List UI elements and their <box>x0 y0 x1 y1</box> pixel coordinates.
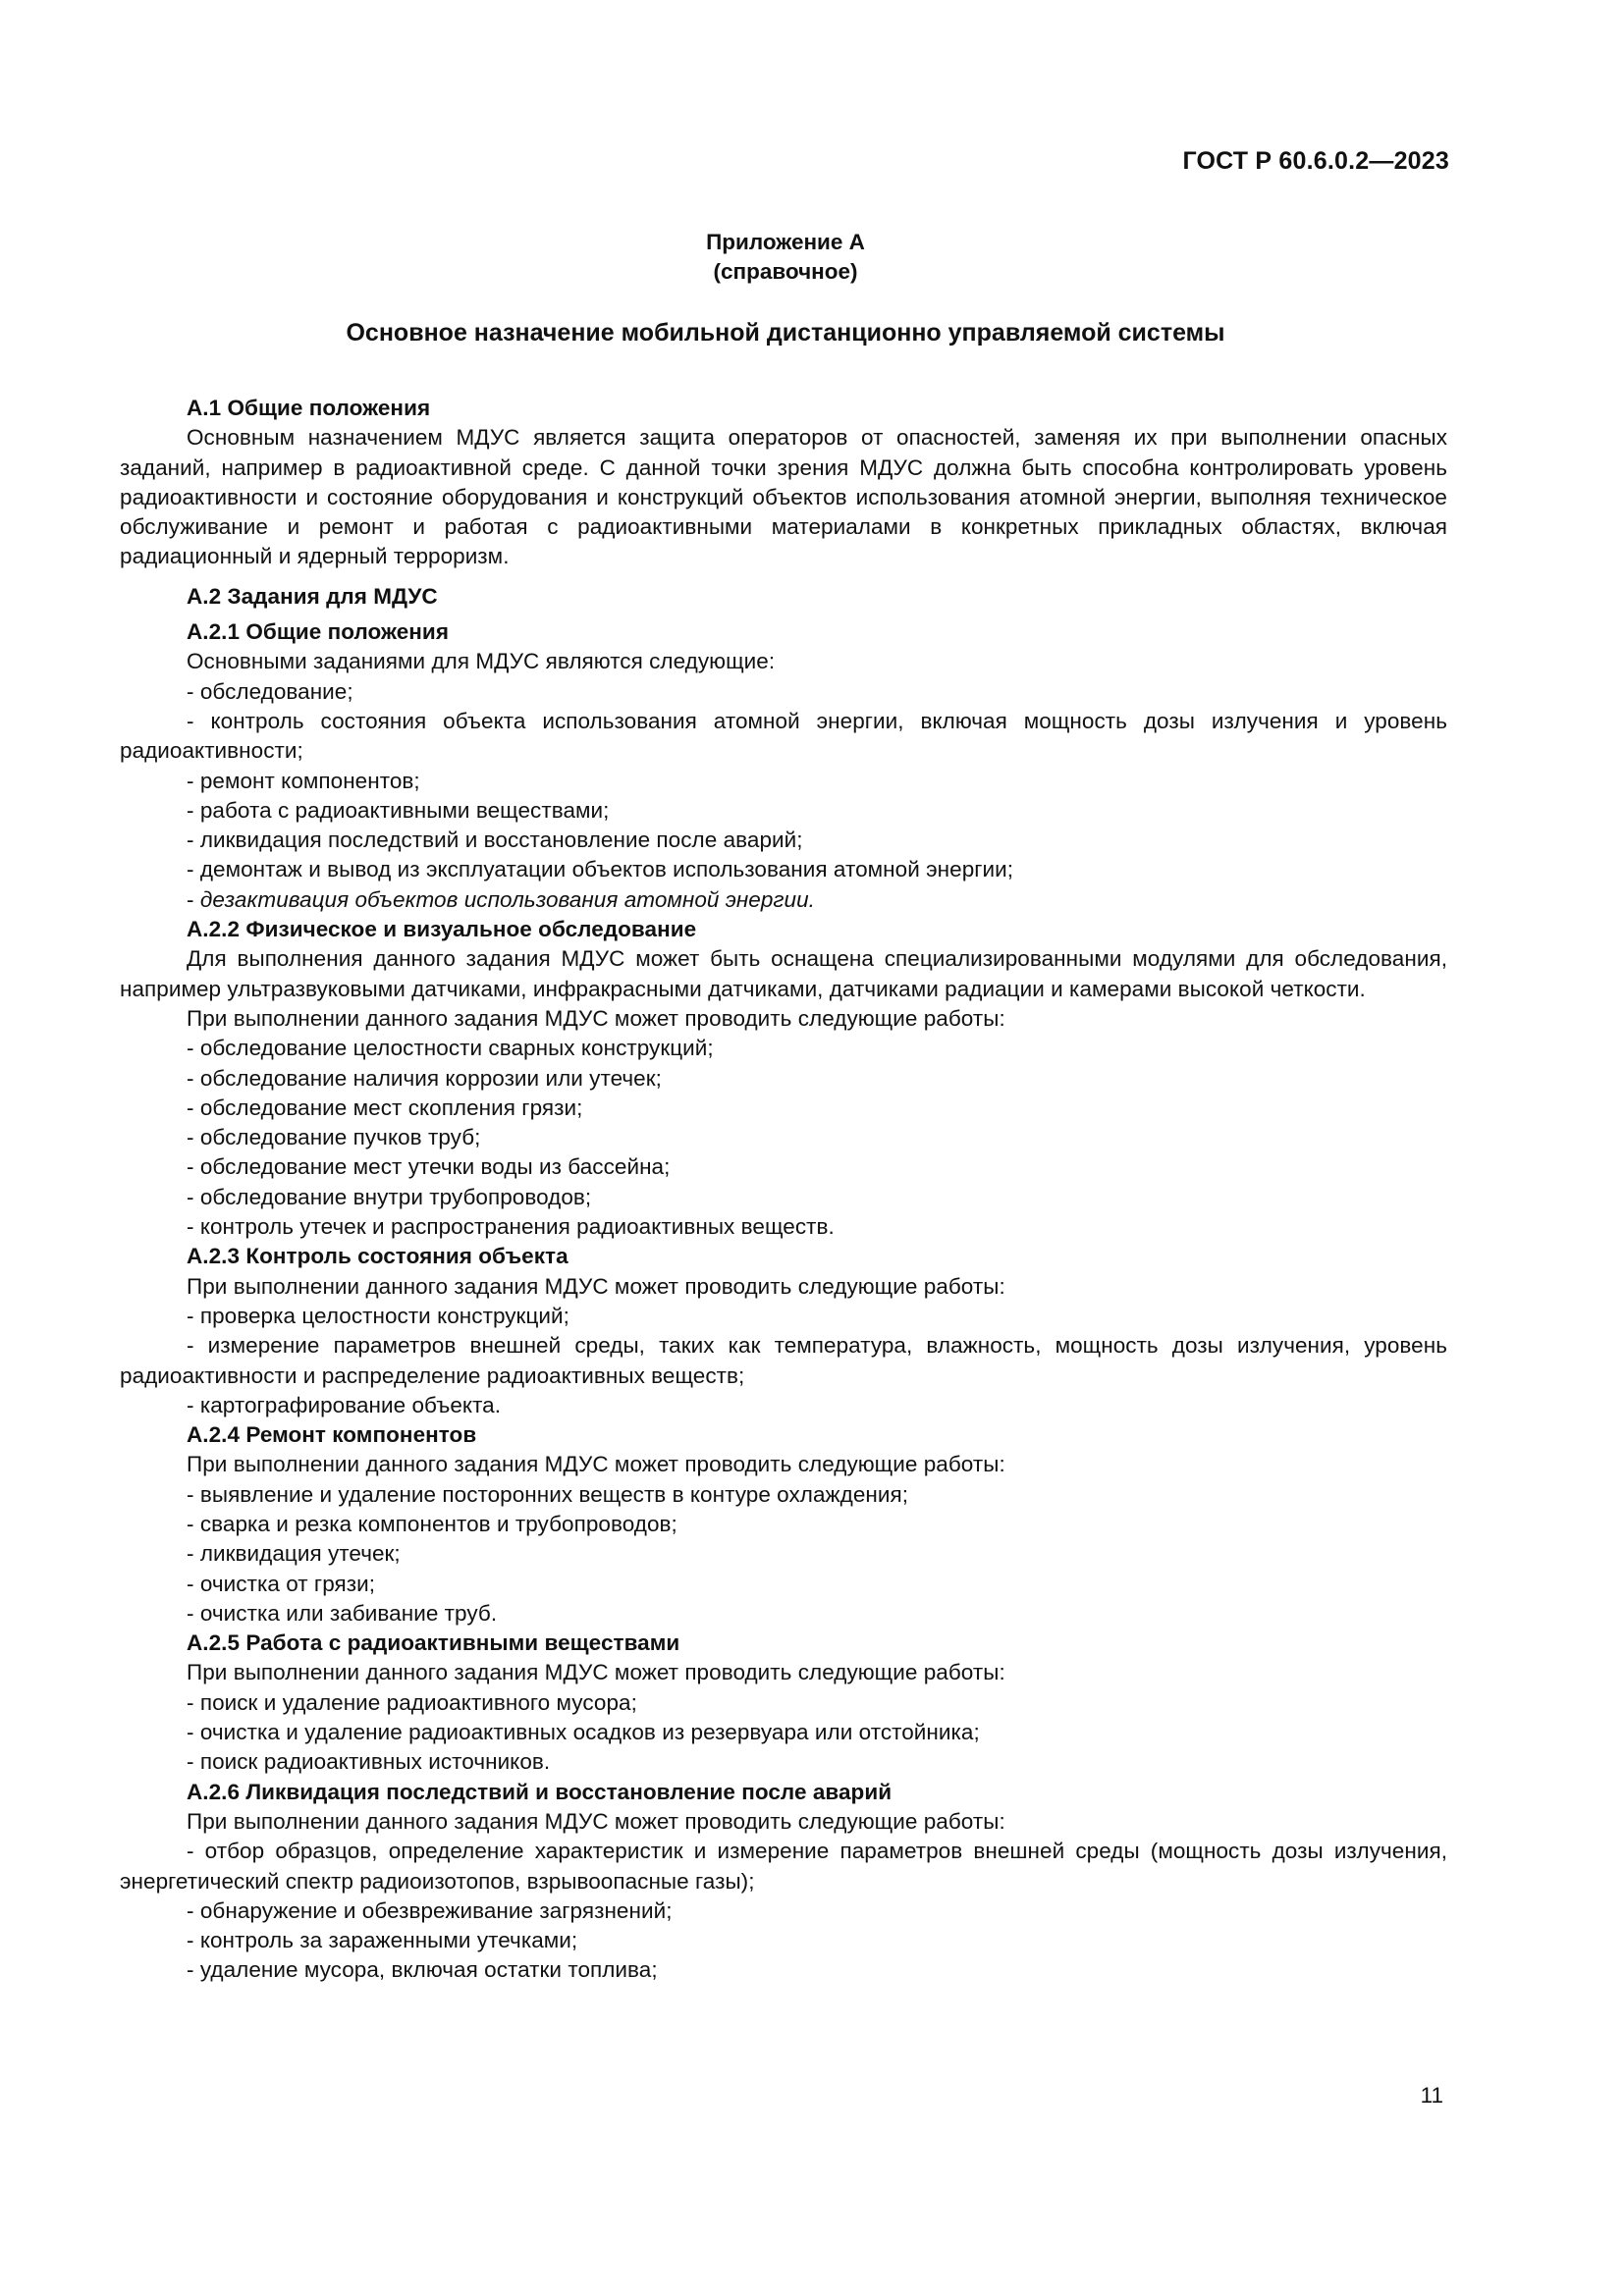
list-item: - обследование мест скопления грязи; <box>187 1095 583 1120</box>
paragraph-a22: Для выполнения данного задания МДУС может быть оснащена специализированными модулями для обследования, например ультразвуковыми датчиками, инфракрасными датчиками, датчиками радиации и камерами высокой четкости. <box>120 946 1447 1001</box>
appendix-title: Приложение А <box>706 230 865 254</box>
list-item: - сварка и резка компонентов и трубопроводов; <box>187 1511 677 1536</box>
list-item <box>120 885 1447 915</box>
page-number: 11 <box>1420 2083 1443 2108</box>
list-item: - контроль утечек и распространения радиоактивных веществ. <box>187 1214 835 1240</box>
list-item: - очистка или забивание труб. <box>187 1600 498 1626</box>
appendix-heading <box>0 228 1571 287</box>
list-item: - измерение параметров внешней среды, таких как температура, влажность, мощность дозы излучения, уровень радиоактивности и распределение радиоактивных веществ; <box>120 1333 1447 1388</box>
paragraph-intro: При выполнении данного задания МДУС может проводить следующие работы: <box>187 1452 1005 1477</box>
paragraph-intro: При выполнении данного задания МДУС может проводить следующие работы: <box>187 1808 1005 1834</box>
list-item: - ремонт компонентов; <box>187 768 420 793</box>
list-item-prefix: - <box>187 886 200 912</box>
section-heading-a25: А.2.5 Работа с радиоактивными веществами <box>187 1630 680 1656</box>
list-item: - обследование пучков труб; <box>187 1125 481 1150</box>
paragraph-a1: Основным назначением МДУС является защита операторов от опасностей, заменяя их при выполнении опасных заданий, например в радиоактивной среде. С данной точки зрения МДУС должна быть способна контролировать уровень радиоактивности и состояние оборудования и конструкций объектов использования атомной энергии, выполняя техническое обслуживание и ремонт и работая с радиоактивными материалами в конкретных прикладных областях, включая радиационный и ядерный терроризм. <box>120 425 1447 569</box>
list-item: - ликвидация утечек; <box>187 1541 401 1567</box>
appendix-type: (справочное) <box>713 259 858 284</box>
list-item: - обследование; <box>187 678 353 704</box>
list-item: - выявление и удаление посторонних веществ в контуре охлаждения; <box>187 1481 909 1507</box>
list-item: - обследование целостности сварных конструкций; <box>187 1036 714 1061</box>
list-item: - отбор образцов, определение характеристик и измерение параметров внешней среды (мощность дозы излучения, энергетический спектр радиоизотопов, взрывоопасные газы); <box>120 1839 1447 1894</box>
list-item: - контроль состояния объекта использования атомной энергии, включая мощность дозы излучения и уровень радиоактивности; <box>120 708 1447 764</box>
paragraph-intro: Основными заданиями для МДУС являются следующие: <box>187 649 776 674</box>
paragraph-intro: При выполнении данного задания МДУС может проводить следующие работы: <box>187 1660 1005 1685</box>
paragraph-intro: При выполнении данного задания МДУС может проводить следующие работы: <box>187 1005 1005 1031</box>
list-item: - ликвидация последствий и восстановление после аварий; <box>187 828 803 853</box>
list-item: - контроль за зараженными утечками; <box>187 1928 578 1953</box>
page-title: Основное назначение мобильной дистанционно управляемой системы <box>346 319 1225 347</box>
list-item: - проверка целостности конструкций; <box>187 1303 569 1328</box>
document-body <box>120 394 1447 1986</box>
list-item: - обследование мест утечки воды из бассейна; <box>187 1154 671 1180</box>
list-item: - удаление мусора, включая остатки топлива; <box>187 1957 658 1983</box>
list-item: - картографирование объекта. <box>187 1392 502 1417</box>
list-item: - обследование наличия коррозии или утечек; <box>187 1065 662 1091</box>
list-item: - очистка от грязи; <box>187 1571 376 1596</box>
section-heading-a24: А.2.4 Ремонт компонентов <box>187 1422 477 1448</box>
list-item: - демонтаж и вывод из эксплуатации объектов использования атомной энергии; <box>187 857 1014 882</box>
section-heading-a1: А.1 Общие положения <box>187 396 431 420</box>
section-heading-a2: А.2 Задания для МДУС <box>187 583 438 609</box>
list-item: - поиск и удаление радиоактивного мусора; <box>187 1689 637 1715</box>
list-item: - обследование внутри трубопроводов; <box>187 1184 592 1209</box>
list-item-italic: дезактивация объектов использования атомной энергии. <box>199 886 815 912</box>
section-heading-a26: А.2.6 Ликвидация последствий и восстановление после аварий <box>187 1779 893 1804</box>
list-item: - очистка и удаление радиоактивных осадков из резервуара или отстойника; <box>187 1720 980 1745</box>
paragraph-intro: При выполнении данного задания МДУС может проводить следующие работы: <box>187 1273 1005 1299</box>
list-item: - обнаружение и обезвреживание загрязнений; <box>187 1897 673 1923</box>
section-heading-a22: А.2.2 Физическое и визуальное обследование <box>187 917 697 942</box>
list-item: - работа с радиоактивными веществами; <box>187 797 610 823</box>
section-heading-a23: А.2.3 Контроль состояния объекта <box>187 1244 568 1269</box>
document-header: ГОСТ Р 60.6.0.2—2023 <box>1182 147 1449 175</box>
list-item: - поиск радиоактивных источников. <box>187 1749 551 1775</box>
section-heading-a21: А.2.1 Общие положения <box>187 619 449 645</box>
